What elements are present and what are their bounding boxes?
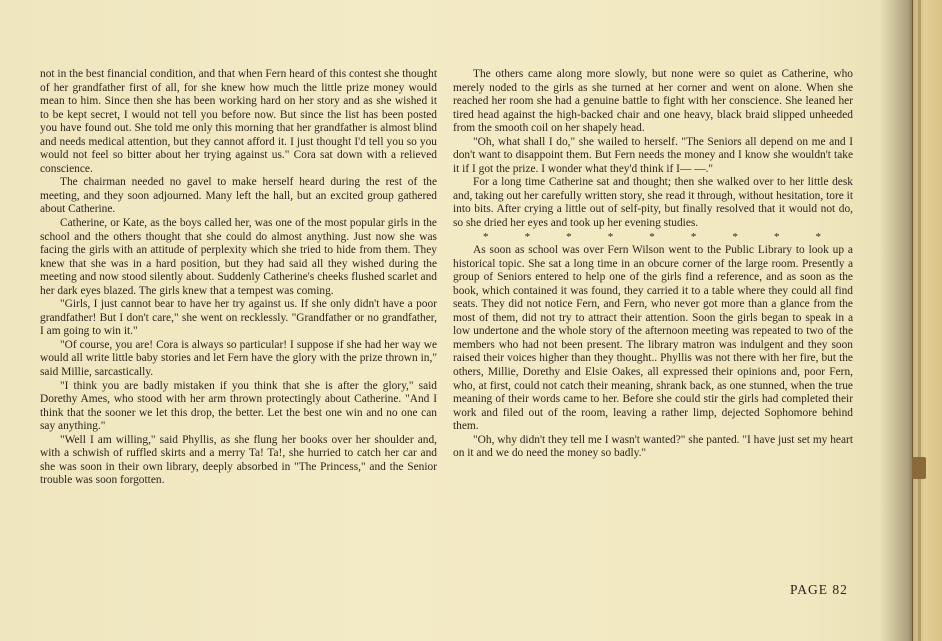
paragraph: The chairman needed no gavel to make herself heard during the rest of the meeting, and they soon adjourned. Many left the hall, but an excited group gathered about Catherine. (40, 176, 437, 216)
right-text-column (453, 68, 853, 461)
separator-star: * (815, 230, 821, 243)
separator-star: * (732, 230, 738, 243)
paragraph: "I think you are badly mistaken if you think that she is after the glory," said Dorethy Ames, who stood with her arm thrown protectingly about Catherine. "And I think that the sooner we let this drop, the better. Let the best one win and no one can say anything." (40, 379, 437, 433)
paragraph: "Oh, why didn't they tell me I wasn't wanted?" she panted. "I have just set my heart on it and we do need the money so badly." (453, 433, 853, 460)
paragraph: "Of course, you are! Cora is always so particular! I suppose if she had her way we would all write little baby stories and let Fern have the glory with the prize thrown in," said Millie, sarcastically. (40, 338, 437, 379)
separator-star: * (649, 230, 655, 243)
separator-star: * (773, 230, 780, 243)
bookmark-tab (912, 457, 926, 479)
paragraph: "Oh, what shall I do," she wailed to herself. "The Seniors all depend on me and I don't want to disappoint them. But Fern needs the money and I know she wouldn't take it if I got the prize. I wonder what they'd think if I— —." (453, 135, 853, 175)
paragraph: not in the best financial condition, and that when Fern heard of this contest she thought of her grandfather first of all, for she knew how much the little prize money would mean to him. Since then she has been working hard on her story and as she wished it to be kept secret, I would not tell you before now. But since the list has been posted you have found out. She told me only this morning that her grandfather is almost blind and needs medical attention, but they cannot afford it. I just thought I'd tell you so you would not feel so bitter about her trying against us." Cora sat down with a relieved conscience. (40, 68, 437, 175)
separator-star: * (607, 230, 614, 243)
page-number: PAGE 82 (790, 582, 848, 597)
separator-star: * (483, 230, 489, 243)
page-stack-line (918, 0, 921, 641)
paragraph: "Girls, I just cannot bear to have her try against us. If she only didn't have a poor grandfather! But I don't care," she went on recklessly. "Grandfather or no grandfather, I am going to win it." (40, 298, 437, 338)
paragraph: Catherine, or Kate, as the boys called her, was one of the most popular girls in the school and the others thought that she could do almost anything. Just now she was facing the girls with an attitude of perplexity which she tried to hide from them. They knew that she was in a hard position, but they had said all they wished during the meeting and now stood silently about. Suddenly Catherine's cheeks flushed scarlet and her dark eyes blazed. The girls knew that a tempest was coming. (40, 217, 437, 297)
paragraph: "Well I am willing," said Phyllis, as she flung her books over her shoulder and, with a schwish of ruffled skirts and a merry Ta! Ta!, she hurried to catch her car and she was soon in their own library, deeply absorbed in "The Princess," and the Senior trouble was soon forgotten. (40, 433, 437, 487)
left-text-column (40, 68, 437, 488)
adjacent-page-edge (912, 0, 942, 641)
section-separator (453, 231, 853, 245)
separator-star: * (524, 230, 531, 243)
separator-star: * (566, 230, 572, 243)
paragraph: As soon as school was over Fern Wilson went to the Public Library to look up a historical topic. She sat a long time in an obcure corner of the large room. Presently a group of Seniors entered to help one of the girls find a reference, and as soon as the book, which contained it was found, they carried it to a table where they could all find seats. They did not notice Fern, and Fern, who never got more than a glance from the most of them, did not try to attract their attention. Soon the girls began to speak in a low undertone and the whole story of the afternoon meeting was repeated to two of the members who had not been present. The library matron was indulgent and they soon raised their voices higher than they thought.. Phyllis was not there with her fire, but the others, Millie, Dorethy and Elsie Oakes, all expressed their opinions and, poor Fern, who, at first, could not catch their meaning, shrank back, as one stunned, when the true meaning of their words came to her. Before she could stir the girls had completed their work and filed out of the room, leaving a rather limp, dejected Sophomore behind them. (453, 244, 853, 433)
paragraph: The others came along more slowly, but none were so quiet as Catherine, who merely noded to the girls as she turned at her corner and went on alone. When she reached her room she had a genuine battle to fight with her conscience. She leaned her tired head against the high-backed chair and one heavy, black braid slipped unheeded from the smooth coil on her shapely head. (453, 68, 853, 135)
separator-star: * (690, 230, 697, 243)
paragraph: For a long time Catherine sat and thought; then she walked over to her little desk and, taking out her carefully written story, she read it through, without hesitation, tore it into bits. After crying a little out of self-pity, but finally resolved that it would not do, so she dried her eyes and took up her evening studies. (453, 176, 853, 230)
